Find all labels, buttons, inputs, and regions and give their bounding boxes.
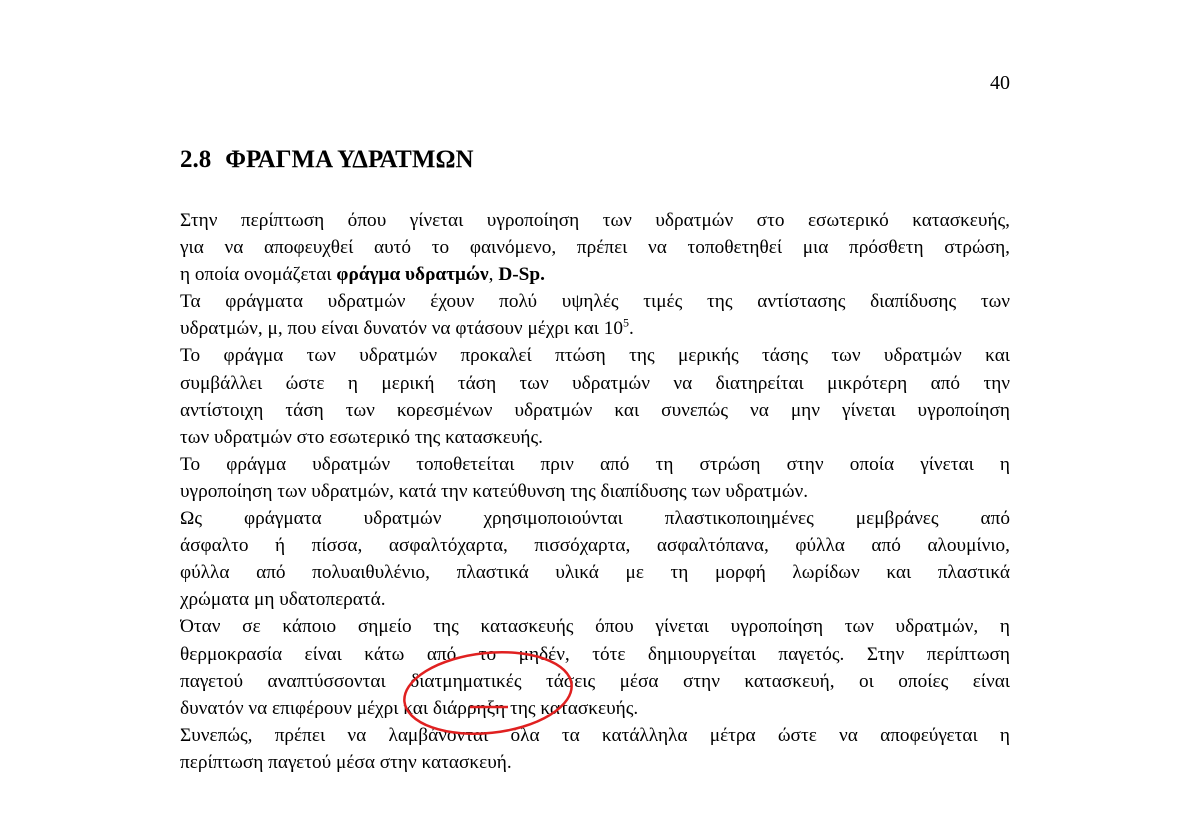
text-line [180, 613, 1010, 640]
text-segment: . [629, 318, 634, 340]
text-line [180, 641, 1010, 668]
text-segment: υγροποίηση των υδρατμών, κατά την κατεύθυνση της διαπίδυσης των υδρατμών. [180, 480, 809, 502]
text-segment: δυνατόν να επιφέρουν μέχρι και διάρρηξη της κατασκευής. [180, 697, 639, 719]
text-segment: Τα φράγματα υδρατμών έχουν πολύ υψηλές τιμές της αντίστασης διαπίδυσης των [180, 291, 1010, 313]
text-line [180, 207, 1010, 234]
text-line [180, 668, 1010, 695]
text-line [180, 397, 1010, 424]
text-segment: θερμοκρασία είναι κάτω από το μηδέν, τότε δημιουργείται παγετός. Στην περίπτωση [180, 643, 1010, 665]
text-line [180, 478, 1010, 505]
page-number: 40 [990, 72, 1010, 94]
text-line [180, 559, 1010, 586]
text-segment: των υδρατμών στο εσωτερικό της κατασκευής. [180, 426, 543, 448]
text-line [180, 261, 1010, 288]
section-number: 2.8 [180, 146, 212, 173]
text-line [180, 288, 1010, 315]
text-line [180, 695, 1010, 722]
text-segment: Το φράγμα των υδρατμών προκαλεί πτώση της μερικής τάσης των υδρατμών και [180, 345, 1010, 367]
bold-term: D-Sp. [498, 264, 545, 286]
text-segment: η οποία ονομάζεται [180, 264, 337, 286]
body-text [180, 207, 1010, 776]
text-segment: Συνεπώς, πρέπει να λαμβάνονται όλα τα κατάλληλα μέτρα ώστε να αποφεύγεται η [180, 724, 1010, 746]
text-segment: χρώματα μη υδατοπερατά. [180, 589, 386, 611]
bold-term: φράγμα υδρατμών [336, 264, 489, 286]
text-segment: συμβάλλει ώστε η μερική τάση των υδρατμών να διατηρείται μικρότερη από την [180, 372, 1010, 394]
text-line [180, 749, 1010, 776]
text-line [180, 342, 1010, 369]
text-line [180, 532, 1010, 559]
section-heading [180, 146, 474, 174]
text-segment: Ως φράγματα υδρατμών χρησιμοποιούνται πλαστικοποιημένες μεμβράνες από [180, 508, 1010, 530]
text-segment: παγετού αναπτύσσονται διατμηματικές τάσεις μέσα στην κατασκευή, οι οποίες είναι [180, 670, 1010, 692]
text-line [180, 586, 1010, 613]
text-line [180, 424, 1010, 451]
text-segment: αντίστοιχη τάση των κορεσμένων υδρατμών και συνεπώς να μην γίνεται υγροποίηση [180, 399, 1010, 421]
text-segment: άσφαλτο ή πίσσα, ασφαλτόχαρτα, πισσόχαρτα, ασφαλτόπανα, φύλλα από αλουμίνιο, [180, 535, 1010, 557]
text-segment: περίπτωση παγετού μέσα στην κατασκευή. [180, 751, 512, 773]
text-segment: φύλλα από πολυαιθυλένιο, πλαστικά υλικά με τη μορφή λωρίδων και πλαστικά [180, 562, 1010, 584]
text-line [180, 234, 1010, 261]
section-title: ΦΡΑΓΜΑ ΥΔΡΑΤΜΩΝ [225, 146, 474, 173]
text-segment: Όταν σε κάποιο σημείο της κατασκευής όπου γίνεται υγροποίηση των υδρατμών, η [180, 616, 1010, 638]
superscript: 5 [623, 315, 629, 330]
text-line [180, 315, 1010, 342]
text-segment: για να αποφευχθεί αυτό το φαινόμενο, πρέπει να τοποθετηθεί μια πρόσθετη στρώση, [180, 237, 1010, 259]
text-line [180, 505, 1010, 532]
text-line [180, 451, 1010, 478]
text-segment: υδρατμών, μ, που είναι δυνατόν να φτάσουν μέχρι και 10 [180, 318, 623, 340]
text-segment: Το φράγμα υδρατμών τοποθετείται πριν από τη στρώση στην οποία γίνεται η [180, 453, 1010, 475]
text-line [180, 722, 1010, 749]
text-segment: , [488, 264, 499, 286]
text-line [180, 370, 1010, 397]
text-segment: Στην περίπτωση όπου γίνεται υγροποίηση των υδρατμών στο εσωτερικό κατασκευής, [180, 210, 1010, 231]
